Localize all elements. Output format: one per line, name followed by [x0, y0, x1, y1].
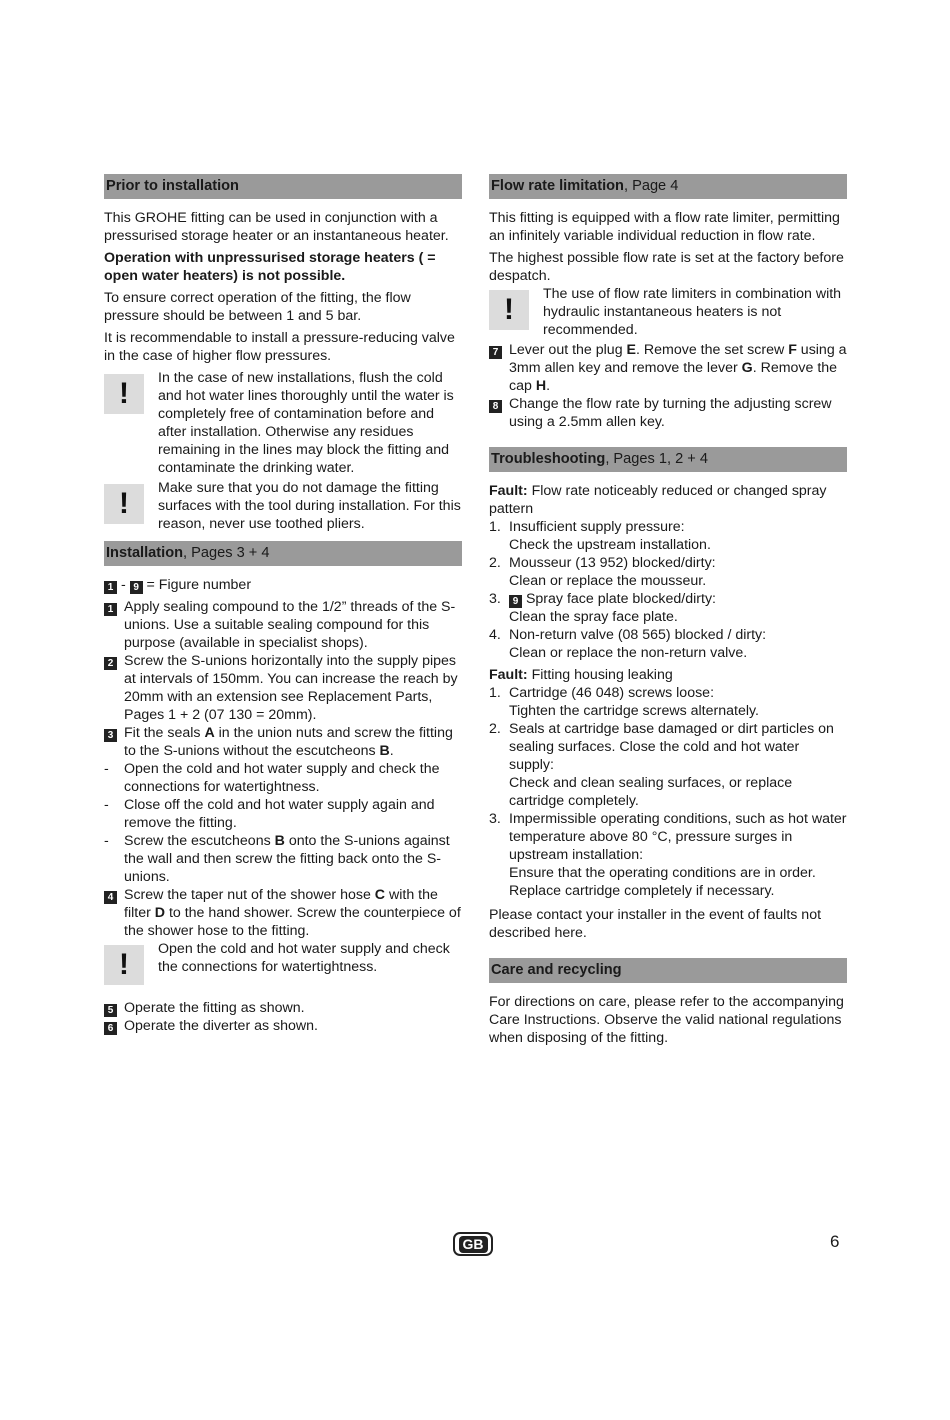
- fault-line: Fault: Fitting housing leaking: [489, 667, 673, 683]
- page-number: 6: [830, 1232, 840, 1251]
- step-item: 8 Change the flow rate by turning the adjusting screw using a 2.5mm allen key.: [489, 395, 847, 431]
- step-item: 7 Lever out the plug E. Remove the set screw F using a 3mm allen key and remove the lever G. Remove the cap H.: [489, 341, 847, 395]
- list-item: 4. Non-return valve (08 565) blocked / dirty: Clean or replace the non-return valve.: [489, 627, 767, 661]
- list-item: 1. Cartridge (46 048) screws loose: Tighten the cartridge screws alternately.: [489, 685, 759, 719]
- paragraph: It is recommendable to install a pressure-reducing valve in the case of higher flow pressures.: [104, 330, 455, 364]
- exclamation-icon: !: [489, 290, 529, 330]
- paragraph: The highest possible flow rate is set at the factory before despatch.: [489, 250, 844, 284]
- dash-item: - Open the cold and hot water supply and check the connections for watertightness.: [104, 761, 440, 795]
- exclamation-icon: !: [104, 945, 144, 985]
- right-column: [489, 174, 847, 1051]
- step-item: 5 Operate the fitting as shown.: [104, 999, 462, 1017]
- warning-note: [104, 940, 462, 985]
- list-item: 3. Impermissible operating conditions, such as hot water temperature above 80 °C, pressure surges in upstream installation: Ensure that the operating conditions are in order. Replace cartridge completely if necessary.: [489, 811, 847, 899]
- list-item: 2. Mousseur (13 952) blocked/dirty: Clean or replace the mousseur.: [489, 555, 716, 589]
- dash-item: - Screw the escutcheons B onto the S-unions against the wall and then screw the fitting back onto the S-unions.: [104, 833, 450, 885]
- section-heading-troubleshooting: Troubleshooting, Pages 1, 2 + 4: [489, 447, 847, 472]
- section-heading-installation: Installation, Pages 3 + 4: [104, 541, 462, 566]
- step-item: 1 Apply sealing compound to the 1/2” threads of the S-unions. Use a suitable sealing compound for this purpose (available in specialist shops).: [104, 598, 462, 652]
- step-item: 6 Operate the diverter as shown.: [104, 1017, 462, 1035]
- paragraph: To ensure correct operation of the fitting, the flow pressure should be between 1 and 5 bar.: [104, 290, 411, 324]
- section-heading-care: Care and recycling: [489, 958, 847, 983]
- paragraph: For directions on care, please refer to the accompanying Care Instructions. Observe the valid national regulations when disposing of the fitting.: [489, 994, 844, 1046]
- figure-legend: 1 - 9 = Figure number: [104, 576, 462, 594]
- warning-note: [489, 285, 847, 339]
- list-item: 1. Insufficient supply pressure: Check the upstream installation.: [489, 519, 711, 553]
- warning-text: Open the cold and hot water supply and check the connections for watertightness.: [158, 941, 450, 975]
- step-item: 3 Fit the seals A in the union nuts and screw the fitting to the S-unions without the escutcheons B.: [104, 724, 462, 760]
- paragraph: Please contact your installer in the event of faults not described here.: [489, 907, 822, 941]
- warning-text: Make sure that you do not damage the fitting surfaces with the tool during installation. For this reason, never use toothed pliers.: [158, 480, 461, 532]
- exclamation-icon: !: [104, 484, 144, 524]
- paragraph: This GROHE fitting can be used in conjunction with a pressurised storage heater or an instantaneous heater.: [104, 210, 449, 244]
- paragraph: This fitting is equipped with a flow rate limiter, permitting an infinitely variable individual reduction in flow rate.: [489, 210, 840, 244]
- section-heading-prior: Prior to installation: [104, 174, 462, 199]
- warning-note: [104, 369, 462, 477]
- warning-text: The use of flow rate limiters in combination with hydraulic instantaneous heaters is not recommended.: [543, 286, 842, 338]
- dash-item: - Close off the cold and hot water supply again and remove the fitting.: [104, 797, 435, 831]
- step-item: 4 Screw the taper nut of the shower hose C with the filter D to the hand shower. Screw the counterpiece of the shower hose to the fitting.: [104, 886, 462, 940]
- warning-text: In the case of new installations, flush the cold and hot water lines thoroughly until the water is completely free of contamination before and after installation. Otherwise any residues remaining in the lines may block the fitting and contaminate the drinking water.: [158, 370, 454, 476]
- list-item: 2. Seals at cartridge base damaged or dirt particles on sealing surfaces. Close the cold and hot water supply: Check and clean sealing surfaces, or replace cartridge completely.: [489, 721, 834, 809]
- list-item: 3. 9 Spray face plate blocked/dirty: Clean the spray face plate.: [489, 591, 716, 625]
- country-badge: GB: [453, 1232, 493, 1256]
- step-item: 2 Screw the S-unions horizontally into the supply pipes at intervals of 150mm. You can increase the reach by 20mm with an extension see Replacement Parts, Pages 1 + 2 (07 130 = 20mm).: [104, 652, 462, 724]
- paragraph-bold: Operation with unpressurised storage heaters ( = open water heaters) is not possible.: [104, 250, 436, 284]
- exclamation-icon: !: [104, 374, 144, 414]
- section-heading-flow: Flow rate limitation, Page 4: [489, 174, 847, 199]
- fault-line: Fault: Flow rate noticeably reduced or changed spray pattern: [489, 483, 827, 517]
- warning-note: [104, 479, 462, 533]
- left-column: [104, 174, 462, 1035]
